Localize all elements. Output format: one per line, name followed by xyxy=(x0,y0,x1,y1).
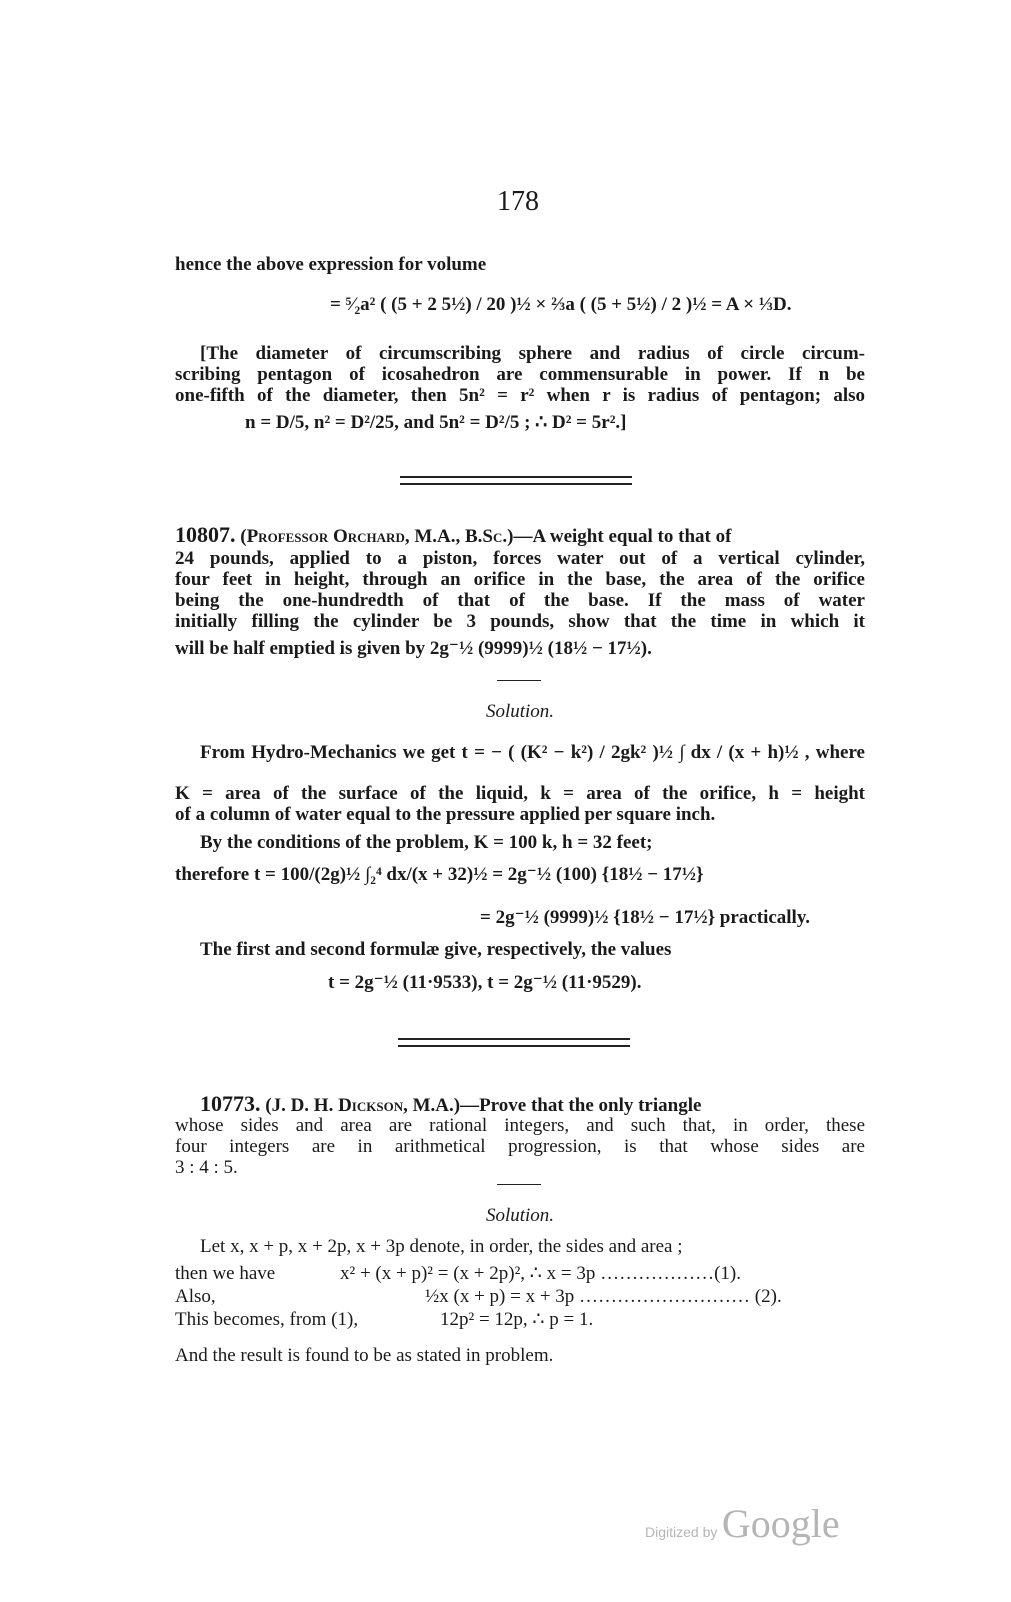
continuation-intro: hence the above expression for volume xyxy=(175,254,487,275)
watermark-prefix: Digitized by xyxy=(645,1524,718,1540)
question-10807-first-line xyxy=(175,524,865,548)
solution-line: 12p² = 12p, ∴ p = 1. xyxy=(440,1309,594,1330)
solution-line: By the conditions of the problem, K = 100 k, h = 32 feet; xyxy=(200,832,653,853)
short-divider xyxy=(497,1184,541,1185)
solution-line: ½x (x + p) = x + 3p ……………………… (2). xyxy=(425,1286,782,1307)
question-text: whose sides and area are rational integers, and such that, in order, these xyxy=(175,1115,865,1136)
solution-line: From Hydro-Mechanics we get t = − ( (K² − k²) / 2gk² )½ ∫ dx / (x + h)½ , where xyxy=(200,742,865,763)
note-line: one-fifth of the diameter, then 5n² = r² when r is radius of pentagon; also xyxy=(175,385,865,406)
question-text: 3 : 4 : 5. xyxy=(175,1157,238,1178)
solution-heading: Solution. xyxy=(485,701,555,722)
note-line: [The diameter of circumscribing sphere and radius of circle circum- xyxy=(200,343,865,364)
question-author: (Professor Orchard, M.A., B.Sc.) xyxy=(240,526,514,547)
question-text: —A weight equal to that of xyxy=(513,526,732,547)
google-logo: Google xyxy=(721,1501,840,1546)
section-divider xyxy=(400,476,632,485)
google-watermark xyxy=(645,1500,840,1547)
question-author: (J. D. H. Dickson, M.A.) xyxy=(265,1095,461,1116)
solution-line: t = 2g⁻½ (11·9533), t = 2g⁻½ (11·9529). xyxy=(328,972,642,993)
question-text: —Prove that the only triangle xyxy=(460,1095,702,1116)
solution-line: Also, xyxy=(175,1286,216,1307)
question-10773-first-line xyxy=(175,1093,865,1117)
solution-line: And the result is found to be as stated in problem. xyxy=(175,1345,554,1366)
question-number: 10773. xyxy=(200,1091,261,1116)
solution-line: then we have xyxy=(175,1263,276,1284)
question-number: 10807. xyxy=(175,522,236,547)
solution-line: The first and second formulæ give, respectively, the values xyxy=(200,939,672,960)
note-line: scribing pentagon of icosahedron are commensurable in power. If n be xyxy=(175,364,865,385)
section-divider xyxy=(398,1038,630,1047)
short-divider xyxy=(497,680,541,681)
solution-line: of a column of water equal to the pressure applied per square inch. xyxy=(175,804,716,825)
question-text: four feet in height, through an orifice in the base, the area of the orifice xyxy=(175,569,865,590)
solution-line: = 2g⁻½ (9999)½ {18½ − 17½} practically. xyxy=(480,907,811,928)
volume-formula: = ⁵⁄₂a² ( (5 + 2 5½) / 20 )½ × ⅔a ( (5 + 5½) / 2 )½ = A × ⅓D. xyxy=(330,294,792,315)
question-text: four integers are in arithmetical progression, is that whose sides are xyxy=(175,1136,865,1157)
solution-line: This becomes, from (1), xyxy=(175,1309,359,1330)
question-text: initially filling the cylinder be 3 pounds, show that the time in which it xyxy=(175,611,865,632)
solution-line: K = area of the surface of the liquid, k = area of the orifice, h = height xyxy=(175,783,865,804)
question-text: will be half emptied is given by 2g⁻½ (9999)½ (18½ − 17½). xyxy=(175,638,652,659)
question-text: being the one-hundredth of that of the base. If the mass of water xyxy=(175,590,865,611)
solution-line: Let x, x + p, x + 2p, x + 3p denote, in order, the sides and area ; xyxy=(200,1236,683,1257)
solution-line: x² + (x + p)² = (x + 2p)², ∴ x = 3p ………………(1). xyxy=(340,1263,741,1284)
solution-line: therefore t = 100/(2g)½ ∫₂⁴ dx/(x + 32)½ = 2g⁻½ (100) {18½ − 17½} xyxy=(175,864,704,885)
note-formula: n = D/5, n² = D²/25, and 5n² = D²/5 ; ∴ D² = 5r².] xyxy=(245,412,627,433)
question-text: 24 pounds, applied to a piston, forces water out of a vertical cylinder, xyxy=(175,548,865,569)
page-number: 178 xyxy=(497,186,539,217)
solution-heading: Solution. xyxy=(485,1205,555,1226)
